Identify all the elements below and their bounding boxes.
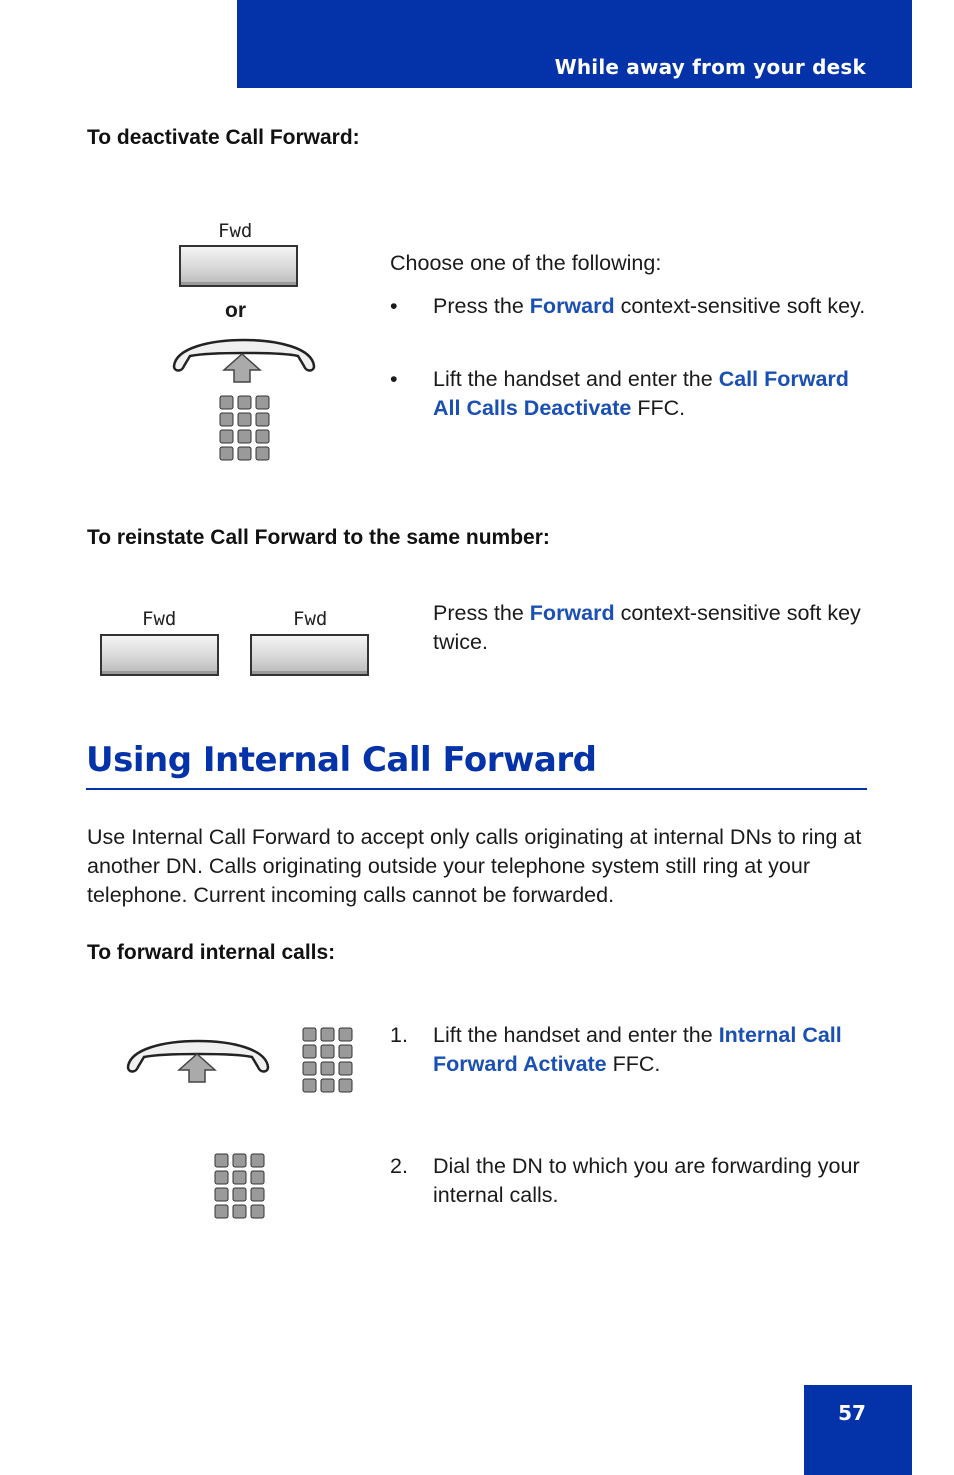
arrow-up-icon: [222, 352, 262, 384]
section-title: Using Internal Call Forward: [86, 740, 597, 780]
softkey-label-fwd: Fwd: [218, 220, 253, 242]
header-title: While away from your desk: [554, 55, 866, 79]
softkey-label-fwd: Fwd: [293, 608, 328, 630]
text-run: FFC.: [631, 396, 686, 420]
deactivate-intro: Choose one of the following:: [390, 251, 662, 275]
text-run: Dial the DN to which you are forwarding your internal calls.: [433, 1154, 860, 1207]
highlight-term: Internal Call Forward Activate: [433, 1023, 842, 1076]
page-number: 57: [838, 1401, 866, 1425]
text-run: Press the: [433, 294, 530, 318]
keypad-icon: [302, 1027, 354, 1093]
bullet-mark: •: [390, 367, 398, 391]
keypad-icon: [214, 1153, 266, 1219]
text-run: context-sensitive soft key.: [614, 294, 866, 318]
or-label: or: [225, 299, 246, 322]
highlight-term: Forward: [529, 294, 615, 318]
arrow-up-icon: [177, 1052, 217, 1084]
deactivate-heading: To deactivate Call Forward:: [87, 126, 360, 149]
fwd-softkey-icon: [250, 634, 369, 676]
section-paragraph: Use Internal Call Forward to accept only calls originating at internal DNs to ring at another DN. Calls originating outside your telephone system still ring at your telephone. Current incoming calls cannot be forwarded.: [87, 825, 862, 907]
reinstate-heading: To reinstate Call Forward to the same number:: [87, 526, 550, 549]
text-run: Lift the handset and enter the: [433, 1023, 719, 1047]
section-divider: [86, 788, 867, 790]
page-number-box: [804, 1385, 912, 1475]
text-run: context-sensitive soft key twice.: [433, 601, 861, 654]
bullet-text: [433, 292, 873, 321]
highlight-term: Forward: [529, 601, 615, 625]
reinstate-text: [433, 599, 873, 657]
step-text: [433, 1021, 863, 1079]
keypad-icon: [219, 395, 271, 461]
text-run: Press the: [433, 601, 530, 625]
bullet-text: [433, 365, 863, 423]
step-number: 1.: [390, 1023, 408, 1047]
header-bar: [237, 0, 912, 88]
fwd-softkey-icon: [100, 634, 219, 676]
text-run: FFC.: [606, 1052, 661, 1076]
bullet-mark: •: [390, 294, 398, 318]
text-run: Lift the handset and enter the: [433, 367, 719, 391]
forward-internal-heading: To forward internal calls:: [87, 941, 336, 964]
fwd-softkey-icon: [179, 245, 298, 287]
softkey-label-fwd: Fwd: [142, 608, 177, 630]
step-text: [433, 1152, 873, 1210]
highlight-term: Call Forward All Calls Deactivate: [433, 367, 849, 420]
step-number: 2.: [390, 1154, 408, 1178]
